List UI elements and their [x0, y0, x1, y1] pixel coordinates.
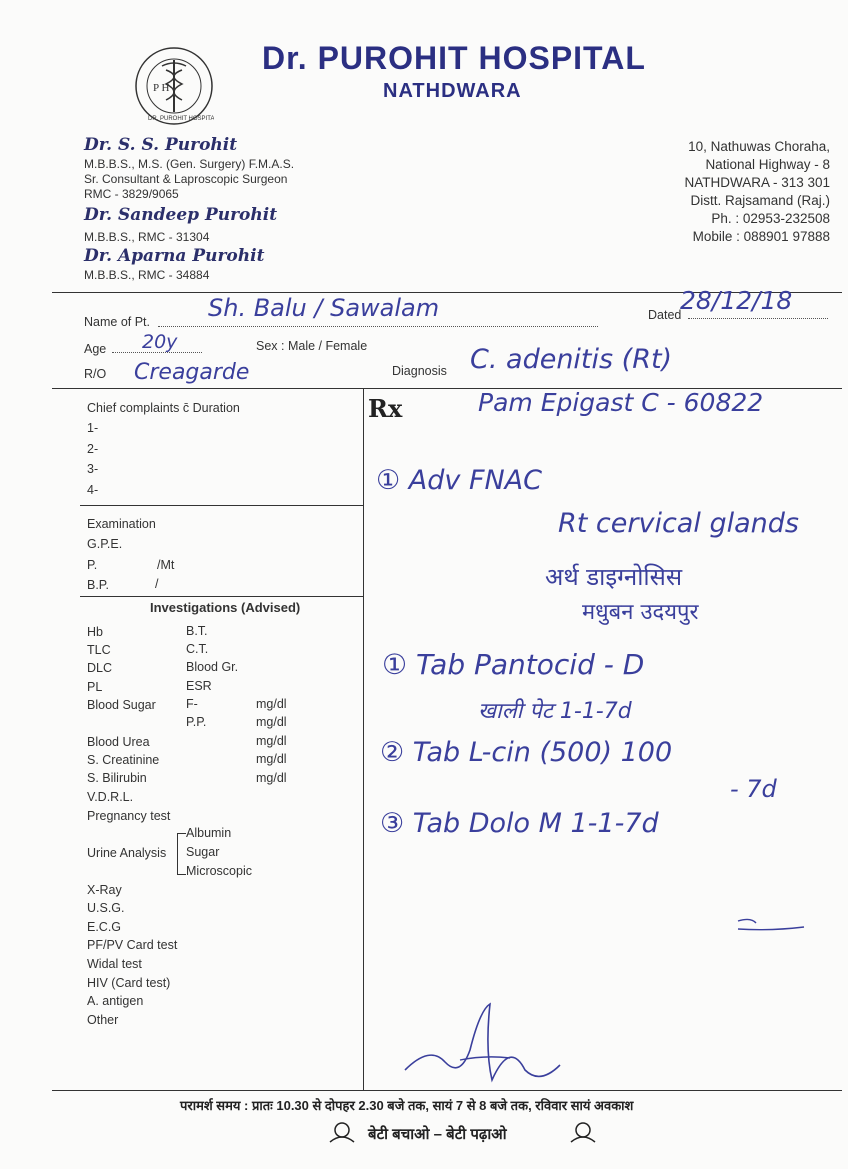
address-line: NATHDWARA - 313 301 — [684, 175, 830, 190]
pulse-label: P. — [87, 558, 98, 572]
inv-a-antigen: A. antigen — [87, 994, 144, 1008]
gpe-label: G.P.E. — [87, 537, 123, 551]
urine-microscopic: Microscopic — [186, 864, 252, 878]
urine-bracket — [177, 833, 186, 875]
unit-mgdl: mg/dl — [256, 752, 287, 766]
complaints-title: Chief complaints c̄ Duration — [87, 401, 240, 415]
inv-widal: Widal test — [87, 957, 142, 971]
dated-value: 28/12/18 — [680, 286, 793, 315]
hospital-address — [684, 138, 830, 246]
inv-blood-sugar: Blood Sugar — [87, 698, 156, 712]
inv-urine-analysis: Urine Analysis — [87, 846, 167, 860]
ro-label: R/O — [84, 367, 107, 381]
inv-esr: ESR — [186, 679, 212, 693]
inv-hb: Hb — [87, 625, 103, 639]
age-label: Age — [84, 342, 107, 356]
doctor-1-degree: M.B.B.S., M.S. (Gen. Surgery) F.M.A.S. — [84, 157, 295, 171]
complaint-item: 1- — [87, 421, 99, 435]
doctor-1-rmc: RMC - 3829/9065 — [84, 187, 179, 201]
rx-line: खाली पेट 1-1-7d — [478, 699, 632, 724]
inv-other: Other — [87, 1013, 119, 1027]
hospital-city: NATHDWARA — [383, 80, 522, 102]
inv-ct: C.T. — [186, 642, 209, 656]
complaint-item: 4- — [87, 483, 99, 497]
ro-value: Creagarde — [134, 360, 250, 385]
rx-line: ① Tab Pantocid - D — [382, 648, 645, 681]
rx-line: Pam Epigast C - 60822 — [478, 388, 764, 417]
inv-vdrl: V.D.R.L. — [87, 790, 134, 804]
doctor-2-name: Dr. Sandeep Purohit — [84, 205, 278, 225]
column-divider — [363, 388, 364, 1090]
inv-pl: PL — [87, 680, 103, 694]
inv-blood-urea: Blood Urea — [87, 735, 150, 749]
girl-icon — [327, 1120, 357, 1149]
inv-pfpv: PF/PV Card test — [87, 938, 178, 952]
complaint-item: 2- — [87, 442, 99, 456]
doctor-3-name: Dr. Aparna Purohit — [84, 246, 265, 266]
rx-line: Rt cervical glands — [558, 508, 799, 539]
doctor-1-name: Dr. S. S. Purohit — [84, 135, 238, 155]
logo-text: DR. PUROHIT HOSPITAL — [148, 116, 214, 122]
investigations-title: Investigations (Advised) — [150, 600, 301, 615]
unit-mgdl: mg/dl — [256, 734, 287, 748]
inv-usg: U.S.G. — [87, 901, 125, 915]
rx-line: ② Tab L-cin (500) 100 — [380, 737, 673, 768]
inv-sugar-f: F- — [186, 697, 198, 711]
hospital-name: Dr. PUROHIT HOSPITAL — [262, 40, 646, 76]
footer-divider — [52, 1090, 842, 1091]
doctor-3-details: M.B.B.S., RMC - 34884 — [84, 268, 210, 282]
examination-title: Examination — [87, 517, 156, 531]
inv-dlc: DLC — [87, 661, 113, 675]
patient-name-value: Sh. Balu / Sawalam — [208, 294, 440, 322]
doctor-1-title: Sr. Consultant & Laproscopic Surgeon — [84, 172, 288, 186]
bp-separator: / — [155, 577, 159, 591]
sex-label: Sex : Male / Female — [256, 339, 368, 353]
doctor-signature — [400, 1000, 580, 1095]
inv-tlc: TLC — [87, 643, 111, 657]
rx-line: ③ Tab Dolo M 1-1-7d — [380, 808, 659, 839]
address-line: Distt. Rajsamand (Raj.) — [690, 193, 830, 208]
unit-mgdl: mg/dl — [256, 771, 287, 785]
address-line: National Highway - 8 — [705, 157, 830, 172]
urine-sugar: Sugar — [186, 845, 220, 859]
inv-bt: B.T. — [186, 624, 208, 638]
girl-icon — [568, 1120, 598, 1149]
rx-line: - 7d — [730, 775, 777, 803]
address-line: 10, Nathuwas Choraha, — [688, 139, 830, 154]
patient-name-line — [158, 326, 598, 327]
logo-initials: P H — [153, 82, 170, 94]
complaint-item: 3- — [87, 462, 99, 476]
mobile: Mobile : 088901 97888 — [692, 229, 830, 244]
dated-label: Dated — [648, 308, 682, 322]
examination-divider — [80, 596, 363, 597]
consultation-timing: परामर्श समय : प्रातः 10.30 से दोपहर 2.30 बजे तक, सायं 7 से 8 बजे तक, रविवार सायं अवकाश — [180, 1098, 634, 1113]
urine-albumin: Albumin — [186, 826, 232, 840]
doctor-1-details — [84, 157, 294, 202]
inv-sugar-pp: P.P. — [186, 715, 207, 729]
unit-mgdl: mg/dl — [256, 697, 287, 711]
rx-end-mark — [736, 917, 806, 938]
rx-line: ① Adv FNAC — [376, 465, 543, 496]
dated-line — [688, 318, 828, 319]
phone: Ph. : 02953-232508 — [711, 211, 830, 226]
inv-pregnancy: Pregnancy test — [87, 809, 171, 823]
inv-blood-group: Blood Gr. — [186, 660, 239, 674]
inv-hiv: HIV (Card test) — [87, 976, 171, 990]
diagnosis-value: C. adenitis (Rt) — [470, 344, 673, 375]
unit-mgdl: mg/dl — [256, 715, 287, 729]
rx-symbol: Rx — [368, 394, 403, 423]
inv-bilirubin: S. Bilirubin — [87, 771, 147, 785]
inv-xray: X-Ray — [87, 883, 122, 897]
hospital-logo — [134, 46, 214, 126]
age-value: 20y — [142, 331, 178, 353]
rx-line: मधुबन उदयपुर — [582, 600, 699, 625]
rx-line: अर्थ डाइग्नोसिस — [545, 563, 683, 591]
bp-label: B.P. — [87, 578, 110, 592]
pulse-unit: /Mt — [157, 558, 175, 572]
patient-name-label: Name of Pt. — [84, 315, 150, 329]
complaints-divider — [80, 505, 363, 506]
doctor-2-details: M.B.B.S., RMC - 31304 — [84, 230, 210, 244]
slogan: बेटी बचाओ – बेटी पढ़ाओ — [368, 1126, 507, 1143]
inv-ecg: E.C.G — [87, 920, 122, 934]
inv-creatinine: S. Creatinine — [87, 753, 160, 767]
diagnosis-label: Diagnosis — [392, 364, 447, 378]
